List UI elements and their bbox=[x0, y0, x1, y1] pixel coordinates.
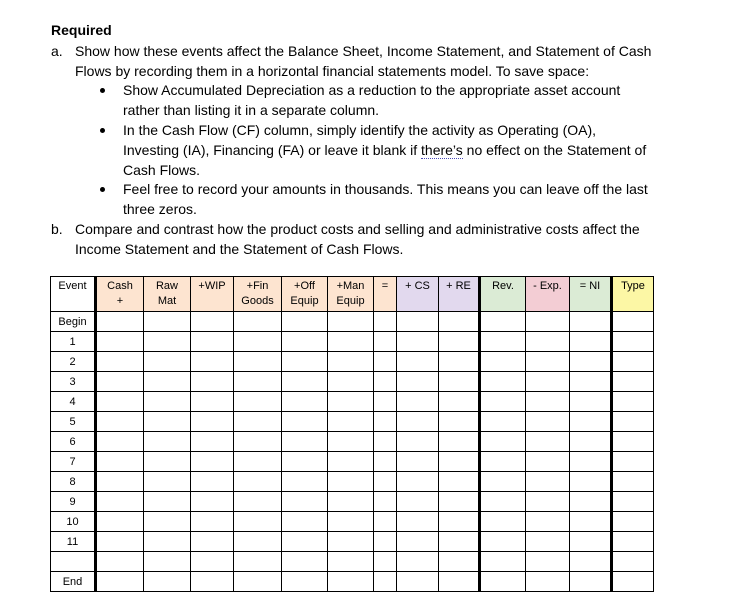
table-cell[interactable] bbox=[439, 452, 480, 472]
table-cell[interactable] bbox=[144, 372, 191, 392]
event-label: 4 bbox=[51, 392, 96, 412]
table-cell[interactable] bbox=[526, 572, 570, 592]
table-cell[interactable] bbox=[612, 452, 654, 472]
table-cell[interactable] bbox=[374, 572, 397, 592]
column-header bbox=[51, 277, 96, 312]
table-cell[interactable] bbox=[144, 352, 191, 372]
table-cell[interactable] bbox=[397, 332, 439, 352]
column-header-line-1: Event bbox=[58, 280, 87, 292]
table-cell[interactable] bbox=[96, 352, 144, 372]
bullet-dot bbox=[100, 128, 105, 133]
table-cell[interactable] bbox=[526, 452, 570, 472]
column-header bbox=[570, 277, 612, 312]
bullet-3-line-1: Feel free to record your amounts in thousands. This means you can leave off the last bbox=[123, 181, 648, 197]
bullet-dot bbox=[100, 88, 105, 93]
column-header bbox=[374, 277, 397, 312]
table-cell[interactable] bbox=[328, 532, 374, 552]
table-cell[interactable] bbox=[397, 472, 439, 492]
column-header-line-2: Mat bbox=[157, 295, 177, 307]
table-cell[interactable] bbox=[439, 472, 480, 492]
table-cell[interactable] bbox=[328, 452, 374, 472]
table-cell[interactable] bbox=[191, 492, 234, 512]
table-row bbox=[51, 552, 654, 572]
part-a-marker: a. bbox=[51, 43, 63, 59]
table-cell[interactable] bbox=[234, 532, 282, 552]
table-row bbox=[51, 312, 654, 332]
table-cell[interactable] bbox=[374, 452, 397, 472]
column-header bbox=[397, 277, 439, 312]
table-cell[interactable] bbox=[612, 472, 654, 492]
table-cell[interactable] bbox=[144, 572, 191, 592]
table-cell[interactable] bbox=[328, 332, 374, 352]
table-cell[interactable] bbox=[282, 392, 328, 412]
bullet-3-line-2: three zeros. bbox=[123, 201, 197, 217]
table-cell[interactable] bbox=[374, 432, 397, 452]
table-cell[interactable] bbox=[570, 332, 612, 352]
table-cell[interactable] bbox=[480, 392, 526, 412]
table-cell[interactable] bbox=[191, 392, 234, 412]
table-cell[interactable] bbox=[570, 352, 612, 372]
table-cell[interactable] bbox=[191, 312, 234, 332]
table-cell[interactable] bbox=[480, 552, 526, 572]
table-cell[interactable] bbox=[526, 312, 570, 332]
table-cell[interactable] bbox=[234, 432, 282, 452]
table-cell[interactable] bbox=[374, 312, 397, 332]
table-cell[interactable] bbox=[439, 392, 480, 412]
table-cell[interactable] bbox=[374, 332, 397, 352]
event-label: 6 bbox=[51, 432, 96, 452]
table-cell[interactable] bbox=[144, 472, 191, 492]
table-cell[interactable] bbox=[96, 432, 144, 452]
column-header-line-1: + CS bbox=[405, 280, 430, 292]
table-cell[interactable] bbox=[374, 492, 397, 512]
column-header bbox=[282, 277, 328, 312]
column-header-line-1: +Fin bbox=[246, 280, 269, 292]
table-cell[interactable] bbox=[612, 432, 654, 452]
bullet-2-line-2-pre: Investing (IA), Financing (FA) or leave it blank if bbox=[123, 142, 422, 158]
column-header-line-1: +Man bbox=[336, 280, 365, 292]
table-cell[interactable] bbox=[328, 472, 374, 492]
table-cell[interactable] bbox=[191, 412, 234, 432]
table-cell[interactable] bbox=[282, 572, 328, 592]
table-cell[interactable] bbox=[612, 392, 654, 412]
column-header-line-1: Raw bbox=[155, 280, 178, 292]
column-header-line-1: - Exp. bbox=[533, 280, 562, 292]
table-cell[interactable] bbox=[612, 552, 654, 572]
table-cell[interactable] bbox=[191, 552, 234, 572]
table-cell[interactable] bbox=[328, 512, 374, 532]
table-cell[interactable] bbox=[282, 352, 328, 372]
table-cell[interactable] bbox=[570, 552, 612, 572]
table-cell[interactable] bbox=[191, 532, 234, 552]
table-cell[interactable] bbox=[191, 372, 234, 392]
part-b-line-1: Compare and contrast how the product costs and selling and administrative costs affect the bbox=[75, 221, 640, 237]
table-cell[interactable] bbox=[144, 552, 191, 572]
event-label: 9 bbox=[51, 492, 96, 512]
table-cell[interactable] bbox=[328, 312, 374, 332]
table-cell[interactable] bbox=[480, 432, 526, 452]
column-header bbox=[191, 277, 234, 312]
part-a bbox=[51, 41, 711, 81]
table-header-row bbox=[51, 277, 654, 312]
table-cell[interactable] bbox=[439, 352, 480, 372]
part-a-line-1: Show how these events affect the Balance Sheet, Income Statement, and Statement of Cash bbox=[75, 43, 652, 59]
table-cell[interactable] bbox=[328, 392, 374, 412]
table-cell[interactable] bbox=[374, 552, 397, 572]
table-cell[interactable] bbox=[526, 472, 570, 492]
table-cell[interactable] bbox=[282, 412, 328, 432]
table-cell[interactable] bbox=[480, 532, 526, 552]
table-cell[interactable] bbox=[191, 572, 234, 592]
table-row bbox=[51, 572, 654, 592]
table-cell[interactable] bbox=[439, 532, 480, 552]
table-cell[interactable] bbox=[397, 492, 439, 512]
table-cell[interactable] bbox=[480, 332, 526, 352]
column-header bbox=[234, 277, 282, 312]
table-cell[interactable] bbox=[191, 452, 234, 472]
table-cell[interactable] bbox=[96, 572, 144, 592]
table-cell[interactable] bbox=[570, 432, 612, 452]
table-cell[interactable] bbox=[374, 472, 397, 492]
table-cell[interactable] bbox=[282, 492, 328, 512]
table-row bbox=[51, 352, 654, 372]
table-cell[interactable] bbox=[439, 332, 480, 352]
table-cell[interactable] bbox=[612, 352, 654, 372]
table-cell[interactable] bbox=[570, 392, 612, 412]
bullet-2-line-1: In the Cash Flow (CF) column, simply identify the activity as Operating (OA), bbox=[123, 122, 597, 138]
table-cell[interactable] bbox=[612, 412, 654, 432]
table-row bbox=[51, 432, 654, 452]
column-header-line-1: +WIP bbox=[198, 280, 226, 292]
table-cell[interactable] bbox=[96, 452, 144, 472]
part-a-line-2: Flows by recording them in a horizontal financial statements model. To save space: bbox=[75, 63, 590, 79]
event-label: 10 bbox=[51, 512, 96, 532]
table-cell[interactable] bbox=[144, 412, 191, 432]
table-cell[interactable] bbox=[234, 552, 282, 572]
table-cell[interactable] bbox=[374, 372, 397, 392]
table-cell[interactable] bbox=[96, 392, 144, 412]
table-cell[interactable] bbox=[374, 412, 397, 432]
event-label: 7 bbox=[51, 452, 96, 472]
bullet-1-line-1: Show Accumulated Depreciation as a reduction to the appropriate asset account bbox=[123, 82, 621, 98]
table-cell[interactable] bbox=[439, 412, 480, 432]
table-cell[interactable] bbox=[96, 372, 144, 392]
bullet-1-line-2: rather than listing it in a separate column. bbox=[123, 102, 380, 118]
table-cell[interactable] bbox=[234, 332, 282, 352]
table-cell[interactable] bbox=[526, 492, 570, 512]
table-cell[interactable] bbox=[96, 492, 144, 512]
column-header-line-1: +Off bbox=[294, 280, 315, 292]
table-cell[interactable] bbox=[397, 412, 439, 432]
table-cell[interactable] bbox=[570, 532, 612, 552]
table-cell[interactable] bbox=[397, 312, 439, 332]
table-cell[interactable] bbox=[480, 452, 526, 472]
table-cell[interactable] bbox=[570, 312, 612, 332]
table-cell[interactable] bbox=[144, 392, 191, 412]
column-header-line-1: Cash bbox=[107, 280, 133, 292]
table-cell[interactable] bbox=[234, 412, 282, 432]
table-cell[interactable] bbox=[282, 372, 328, 392]
table-cell[interactable] bbox=[439, 492, 480, 512]
table-cell[interactable] bbox=[328, 572, 374, 592]
table-cell[interactable] bbox=[480, 512, 526, 532]
table-row bbox=[51, 512, 654, 532]
table-cell[interactable] bbox=[191, 432, 234, 452]
table-cell[interactable] bbox=[234, 512, 282, 532]
column-header-line-1: = bbox=[381, 280, 389, 292]
table-cell[interactable] bbox=[526, 412, 570, 432]
table-cell[interactable] bbox=[282, 532, 328, 552]
table-cell[interactable] bbox=[191, 352, 234, 372]
table-cell[interactable] bbox=[191, 332, 234, 352]
table-row bbox=[51, 492, 654, 512]
table-cell[interactable] bbox=[397, 452, 439, 472]
table-cell[interactable] bbox=[439, 512, 480, 532]
bullet-item bbox=[100, 120, 700, 180]
table-cell[interactable] bbox=[480, 372, 526, 392]
column-header bbox=[328, 277, 374, 312]
column-header-line-2: + bbox=[116, 295, 124, 307]
table-cell[interactable] bbox=[439, 572, 480, 592]
part-b-marker: b. bbox=[51, 221, 63, 237]
table-cell[interactable] bbox=[96, 552, 144, 572]
table-cell[interactable] bbox=[570, 512, 612, 532]
column-header-line-1: Rev. bbox=[492, 280, 514, 292]
table-cell[interactable] bbox=[282, 432, 328, 452]
table-cell[interactable] bbox=[526, 372, 570, 392]
table-cell[interactable] bbox=[480, 412, 526, 432]
table-cell[interactable] bbox=[282, 472, 328, 492]
event-label: Begin bbox=[51, 312, 96, 332]
column-header-line-1: Type bbox=[621, 280, 645, 292]
spellcheck-flagged-word: there’s bbox=[421, 142, 463, 158]
table-cell[interactable] bbox=[234, 392, 282, 412]
table-cell[interactable] bbox=[439, 552, 480, 572]
event-label bbox=[51, 552, 96, 572]
column-header bbox=[480, 277, 526, 312]
table-cell[interactable] bbox=[144, 432, 191, 452]
table-cell[interactable] bbox=[234, 452, 282, 472]
table-cell[interactable] bbox=[526, 552, 570, 572]
table-cell[interactable] bbox=[612, 372, 654, 392]
table-row bbox=[51, 452, 654, 472]
table-cell[interactable] bbox=[526, 332, 570, 352]
table-cell[interactable] bbox=[480, 492, 526, 512]
table-cell[interactable] bbox=[234, 372, 282, 392]
table-row bbox=[51, 532, 654, 552]
table-cell[interactable] bbox=[96, 412, 144, 432]
table-cell[interactable] bbox=[96, 532, 144, 552]
table-cell[interactable] bbox=[96, 512, 144, 532]
bullet-item bbox=[100, 80, 700, 120]
table-cell[interactable] bbox=[144, 332, 191, 352]
table-cell[interactable] bbox=[480, 472, 526, 492]
table-cell[interactable] bbox=[234, 472, 282, 492]
table-cell[interactable] bbox=[282, 552, 328, 572]
table-cell[interactable] bbox=[397, 432, 439, 452]
table-cell[interactable] bbox=[397, 392, 439, 412]
table-cell[interactable] bbox=[612, 312, 654, 332]
column-header bbox=[144, 277, 191, 312]
event-label: 3 bbox=[51, 372, 96, 392]
table-cell[interactable] bbox=[570, 412, 612, 432]
table-cell[interactable] bbox=[234, 572, 282, 592]
table-cell[interactable] bbox=[328, 432, 374, 452]
part-b bbox=[51, 219, 711, 259]
event-label: 8 bbox=[51, 472, 96, 492]
table-cell[interactable] bbox=[480, 572, 526, 592]
table-cell[interactable] bbox=[144, 312, 191, 332]
table-row bbox=[51, 412, 654, 432]
column-header bbox=[612, 277, 654, 312]
table-cell[interactable] bbox=[191, 472, 234, 492]
table-cell[interactable] bbox=[480, 352, 526, 372]
table-cell[interactable] bbox=[374, 352, 397, 372]
table-cell[interactable] bbox=[234, 492, 282, 512]
bullet-item bbox=[100, 179, 700, 219]
bullet-2-line-2 bbox=[123, 140, 646, 160]
table-cell[interactable] bbox=[234, 312, 282, 332]
column-header bbox=[439, 277, 480, 312]
table-cell[interactable] bbox=[570, 472, 612, 492]
table-cell[interactable] bbox=[96, 472, 144, 492]
table-cell[interactable] bbox=[526, 392, 570, 412]
table-cell[interactable] bbox=[282, 452, 328, 472]
table-cell[interactable] bbox=[480, 312, 526, 332]
bullet-2-line-3: Cash Flows. bbox=[123, 162, 201, 178]
table-cell[interactable] bbox=[282, 332, 328, 352]
table-body bbox=[51, 312, 654, 592]
table-cell[interactable] bbox=[397, 552, 439, 572]
table-cell[interactable] bbox=[144, 532, 191, 552]
table-cell[interactable] bbox=[397, 372, 439, 392]
table-cell[interactable] bbox=[612, 532, 654, 552]
table-cell[interactable] bbox=[144, 452, 191, 472]
table-cell[interactable] bbox=[144, 512, 191, 532]
event-label: 11 bbox=[51, 532, 96, 552]
table-cell[interactable] bbox=[328, 372, 374, 392]
table-cell[interactable] bbox=[439, 432, 480, 452]
table-cell[interactable] bbox=[282, 512, 328, 532]
table-row bbox=[51, 332, 654, 352]
table-cell[interactable] bbox=[374, 392, 397, 412]
table-cell[interactable] bbox=[526, 512, 570, 532]
table-cell[interactable] bbox=[397, 532, 439, 552]
column-header bbox=[526, 277, 570, 312]
table-cell[interactable] bbox=[526, 352, 570, 372]
table-cell[interactable] bbox=[397, 512, 439, 532]
table-cell[interactable] bbox=[328, 492, 374, 512]
table-cell[interactable] bbox=[526, 532, 570, 552]
event-label: 1 bbox=[51, 332, 96, 352]
table-cell[interactable] bbox=[570, 372, 612, 392]
table-cell[interactable] bbox=[612, 572, 654, 592]
table-row bbox=[51, 372, 654, 392]
table-cell[interactable] bbox=[328, 552, 374, 572]
event-label: End bbox=[51, 572, 96, 592]
table-cell[interactable] bbox=[397, 572, 439, 592]
table-cell[interactable] bbox=[612, 512, 654, 532]
table-cell[interactable] bbox=[96, 312, 144, 332]
bullet-2-line-2-post: no effect on the Statement of bbox=[462, 142, 647, 158]
table-cell[interactable] bbox=[439, 372, 480, 392]
column-header-line-2: Equip bbox=[336, 295, 365, 307]
required-heading: Required bbox=[51, 22, 112, 38]
table-cell[interactable] bbox=[374, 512, 397, 532]
table-cell[interactable] bbox=[612, 332, 654, 352]
table-cell[interactable] bbox=[234, 352, 282, 372]
financial-statements-model-table bbox=[50, 276, 654, 592]
table-cell[interactable] bbox=[191, 512, 234, 532]
table-cell[interactable] bbox=[374, 532, 397, 552]
table-cell[interactable] bbox=[144, 492, 191, 512]
bullet-dot bbox=[100, 187, 105, 192]
table-cell[interactable] bbox=[570, 572, 612, 592]
column-header-line-2: Goods bbox=[241, 295, 274, 307]
table-cell[interactable] bbox=[570, 492, 612, 512]
table-row bbox=[51, 392, 654, 412]
column-header bbox=[96, 277, 144, 312]
table-cell[interactable] bbox=[570, 452, 612, 472]
table-cell[interactable] bbox=[612, 492, 654, 512]
column-header-line-1: + RE bbox=[446, 280, 471, 292]
event-label: 5 bbox=[51, 412, 96, 432]
table-cell[interactable] bbox=[328, 352, 374, 372]
table-cell[interactable] bbox=[397, 352, 439, 372]
column-header-line-2: Equip bbox=[290, 295, 319, 307]
table-row bbox=[51, 472, 654, 492]
table-cell[interactable] bbox=[96, 332, 144, 352]
table-cell[interactable] bbox=[526, 432, 570, 452]
column-header-line-1: = NI bbox=[579, 280, 601, 292]
table-cell[interactable] bbox=[282, 312, 328, 332]
event-label: 2 bbox=[51, 352, 96, 372]
table-cell[interactable] bbox=[328, 412, 374, 432]
table-cell[interactable] bbox=[439, 312, 480, 332]
part-b-line-2: Income Statement and the Statement of Cash Flows. bbox=[75, 241, 404, 257]
